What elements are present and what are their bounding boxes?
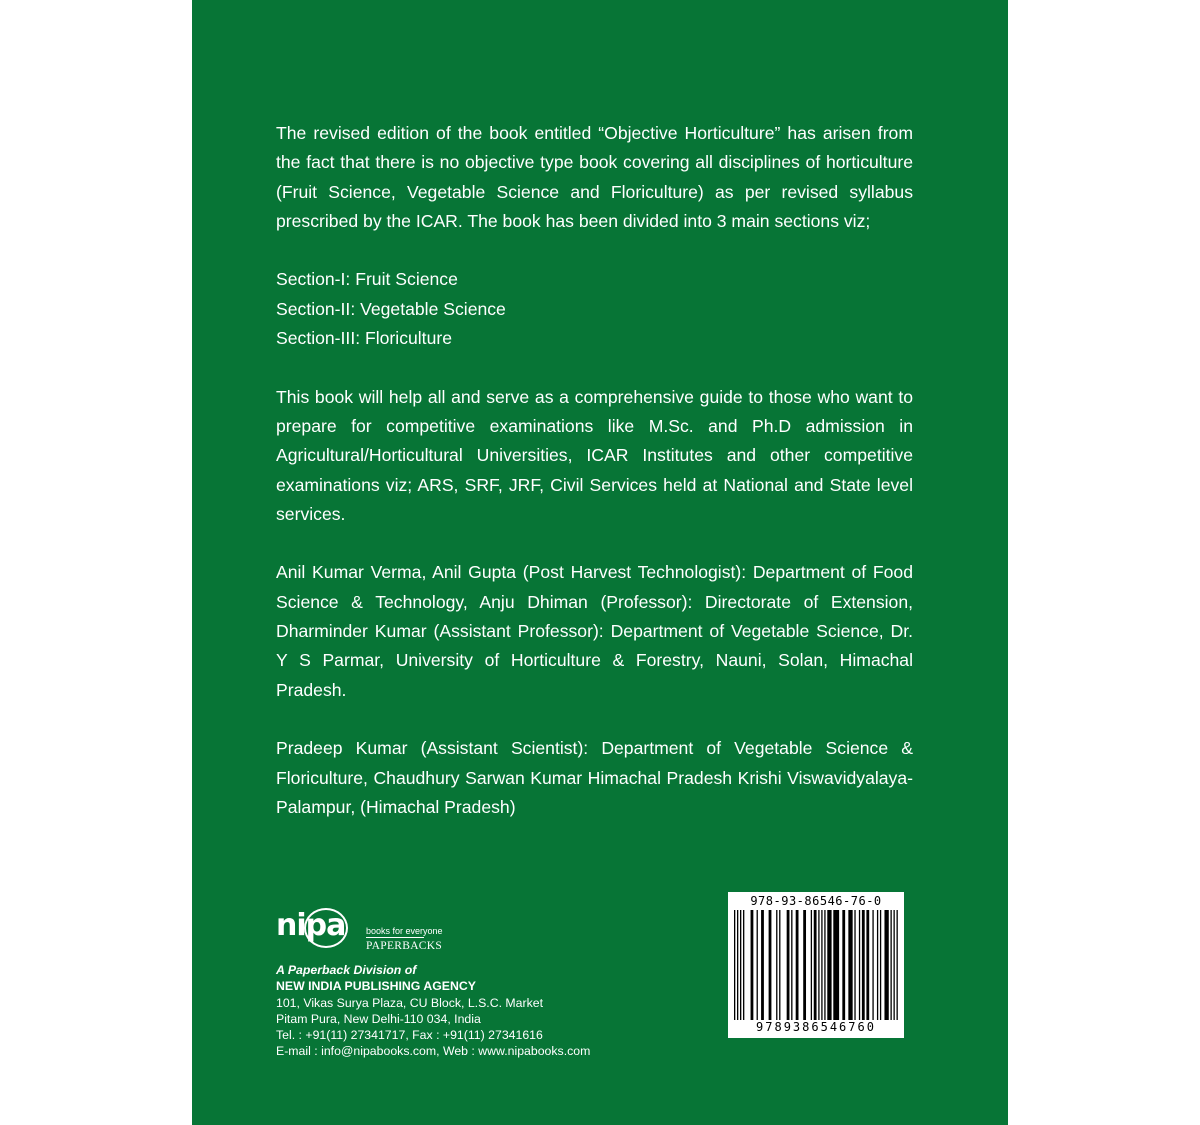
barcode-bar — [866, 910, 869, 1020]
barcode-bar — [897, 910, 898, 1020]
barcode-bar — [814, 910, 817, 1020]
barcode-bar — [743, 910, 744, 1020]
address-line-1: 101, Vikas Surya Plaza, CU Block, L.S.C. Market — [276, 995, 543, 1010]
barcode-bar — [796, 910, 799, 1020]
barcode-bar — [811, 910, 812, 1020]
barcode-bar — [740, 910, 741, 1020]
barcode-bar — [893, 910, 894, 1020]
barcode-bars — [734, 910, 898, 1020]
barcode-bar — [803, 910, 806, 1020]
isbn-number: 978-93-86546-76-0 — [750, 894, 882, 908]
barcode-bar — [827, 910, 831, 1020]
barcode-bar — [877, 910, 878, 1020]
barcode-bar — [751, 910, 754, 1020]
back-cover — [192, 0, 1008, 1125]
phone-line: Tel. : +91(11) 27341717, Fax : +91(11) 27341616 — [276, 1028, 543, 1043]
barcode-bar — [818, 910, 819, 1020]
logo-imprint: PAPERBACKS — [366, 940, 443, 952]
barcode-bar — [884, 910, 888, 1020]
barcode-bar — [779, 910, 780, 1020]
barcode-bar — [734, 910, 735, 1020]
authors-paragraph-1: Anil Kumar Verma, Anil Gupta (Post Harvest Technologist): Department of Food Science & Technology, Anju Dhiman (Professor): Directorate of Extension, Dharminder Kumar (Assistant Professor): Department of Vegetable Science, Dr. Y S Parmar, University of Horticulture & Forestry, Nauni, Solan, Himachal Pradesh. — [276, 562, 913, 700]
logo-wordmark: nipa — [276, 908, 346, 943]
barcode-bar — [890, 910, 891, 1020]
barcode-bar — [848, 910, 852, 1020]
barcode-bar — [821, 910, 822, 1020]
barcode-bar — [880, 910, 881, 1020]
agency-name: NEW INDIA PUBLISHING AGENCY — [276, 979, 476, 994]
contact-line: E-mail : info@nipabooks.com, Web : www.nipabooks.com — [276, 1044, 591, 1059]
section-item: Section-I: Fruit Science — [276, 269, 458, 290]
section-item: Section-III: Floriculture — [276, 328, 452, 349]
isbn-barcode — [728, 892, 904, 1038]
authors-paragraph-2: Pradeep Kumar (Assistant Scientist): Department of Vegetable Science & Floriculture, Chaudhury Sarwan Kumar Himachal Pradesh Krishi Viswavidyalaya-Palampur, (Himachal Pradesh) — [276, 738, 913, 817]
barcode-bar — [761, 910, 764, 1020]
barcode-bar — [862, 910, 865, 1020]
logo-tagline: books for everyone — [366, 926, 443, 936]
publisher-block — [276, 906, 696, 1060]
barcode-bar — [859, 910, 860, 1020]
barcode-bar — [769, 910, 772, 1020]
publisher-address — [276, 962, 696, 1060]
barcode-bar — [787, 910, 790, 1020]
publisher-logo — [276, 906, 696, 958]
division-line: A Paperback Division of — [276, 963, 417, 977]
section-list — [276, 265, 913, 353]
barcode-bar — [833, 910, 839, 1020]
barcode-bar — [776, 910, 777, 1020]
barcode-bar — [842, 910, 845, 1020]
barcode-bar — [737, 910, 738, 1020]
purpose-paragraph: This book will help all and serve as a comprehensive guide to those who want to prepare for competitive examinations like M.Sc. and Ph.D admission in Agricultural/Horticultural Universities, ICAR Institutes and other competitive examinations viz; ARS, SRF, JRF, Civil Services held at National and State level services. — [276, 386, 913, 524]
intro-paragraph: The revised edition of the book entitled “Objective Horticulture” has arisen from the fact that there is no objective type book covering all disciplines of horticulture (Fruit Science, Vegetable Science and Floriculture) as per revised syllabus prescribed by the ICAR. The book has been divided into 3 main sections viz; — [276, 123, 913, 231]
address-line-2: Pitam Pura, New Delhi-110 034, India — [276, 1011, 481, 1026]
barcode-bar — [824, 910, 825, 1020]
barcode-digits: 9789386546760 — [756, 1020, 876, 1034]
logo-divider — [366, 937, 424, 938]
barcode-bar — [757, 910, 758, 1020]
barcode-bar — [854, 910, 855, 1020]
blurb-text — [276, 119, 913, 851]
barcode-bar — [791, 910, 792, 1020]
section-item: Section-II: Vegetable Science — [276, 298, 506, 319]
barcode-bar — [872, 910, 873, 1020]
